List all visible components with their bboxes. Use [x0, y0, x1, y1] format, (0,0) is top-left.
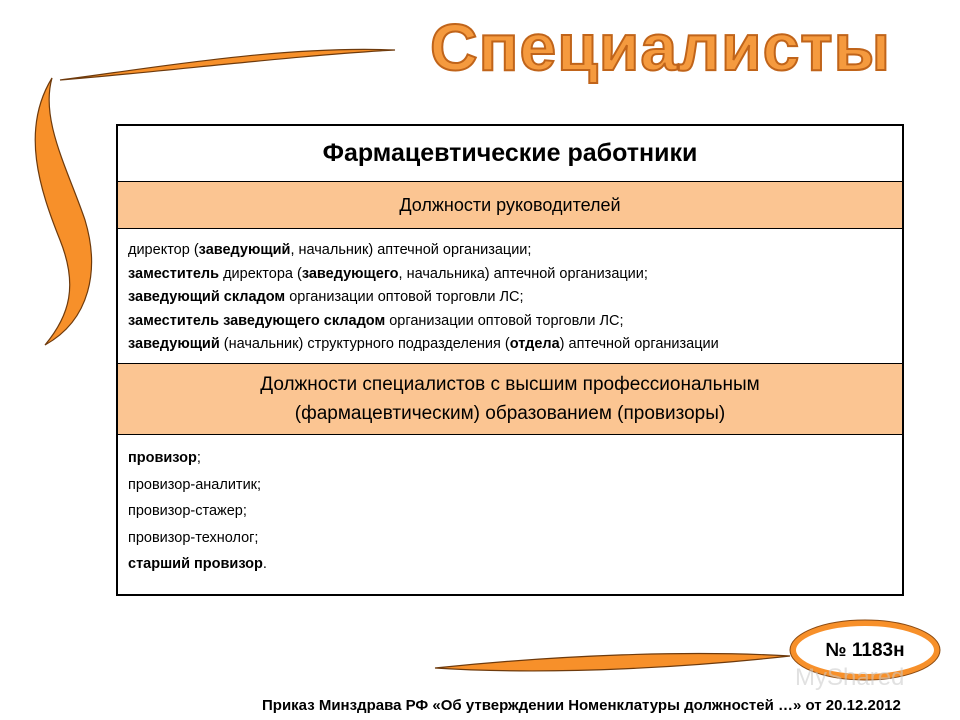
- list-item-segment: заместитель: [128, 265, 220, 282]
- list-item-segment: заведующий: [198, 242, 291, 258]
- slide-title: Специалисты: [430, 10, 891, 84]
- list-item-segment: , начальник) аптечной организации;: [290, 242, 532, 258]
- list-item-segment: организации оптовой торговли ЛС;: [385, 312, 624, 329]
- positions-table: [116, 124, 904, 596]
- doc-number: № 1183н: [825, 640, 905, 661]
- list-item-segment: старший провизор: [128, 556, 263, 572]
- list-item-segment: заведующего: [301, 265, 399, 282]
- list-item: [128, 445, 892, 472]
- list-item-segment: провизор-технолог;: [128, 529, 259, 546]
- list-item-segment: заместитель заведующего складом: [128, 312, 386, 329]
- band-specialists-line1: Должности специалистов с высшим профессиональным: [260, 374, 760, 395]
- list-item-segment: организации оптовой торговли ЛС;: [285, 289, 524, 305]
- list-item: [128, 286, 892, 310]
- list-item: [128, 333, 892, 357]
- list-item-segment: (начальник) структурного подразделения (: [219, 336, 510, 352]
- list-item-segment: отдела: [509, 336, 560, 352]
- list-item-segment: ) аптечной организации: [559, 336, 719, 352]
- ribbon-top: [60, 49, 395, 80]
- list-item-segment: заведующий складом: [128, 289, 286, 305]
- list-item: [128, 472, 892, 499]
- band-managers: Должности руководителей: [118, 182, 902, 229]
- list-item: [128, 310, 892, 334]
- specialists-list: [118, 435, 902, 578]
- managers-list: [118, 229, 902, 364]
- list-item-segment: .: [262, 556, 267, 572]
- list-item-segment: провизор-стажер;: [128, 503, 247, 519]
- table-header: Фармацевтические работники: [118, 126, 902, 182]
- list-item-segment: , начальника) аптечной организации;: [398, 265, 648, 282]
- list-item: [128, 525, 892, 552]
- band-specialists: [118, 364, 902, 435]
- footer-citation: Приказ Минздрава РФ «Об утверждении Номенклатуры должностей …» от 20.12.2012: [262, 697, 901, 714]
- list-item: [128, 239, 892, 263]
- list-item: [128, 263, 892, 287]
- ribbon-bottom: [435, 653, 790, 670]
- list-item-segment: ;: [196, 450, 201, 466]
- list-item: [128, 551, 892, 578]
- watermark-logo: MyShared: [795, 664, 905, 691]
- list-item-segment: заведующий: [128, 336, 220, 352]
- ribbon-left: [35, 78, 91, 345]
- list-item: [128, 498, 892, 525]
- list-item-segment: директора (: [219, 265, 302, 282]
- list-item-segment: провизор: [128, 450, 197, 466]
- band-specialists-line2: (фармацевтическим) образованием (провизоры): [294, 403, 726, 424]
- list-item-segment: провизор-аналитик;: [128, 476, 262, 493]
- list-item-segment: директор (: [128, 242, 199, 258]
